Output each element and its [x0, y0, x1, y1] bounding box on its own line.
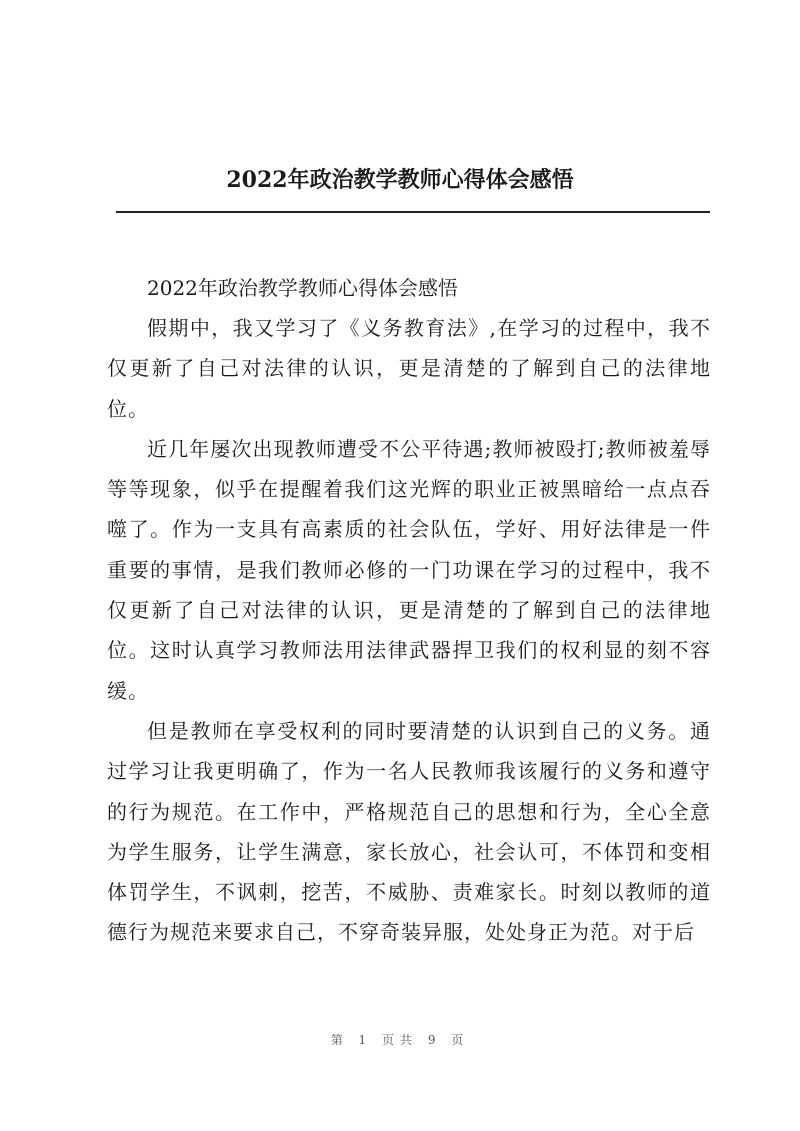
title-divider [116, 211, 710, 213]
document-body [107, 268, 711, 953]
paragraph-3: 但是教师在享受权利的同时要清楚的认识到自己的义务。通过学习让我更明确了，作为一名人民教师我该履行的义务和遵守的行为规范。在工作中，严格规范自己的思想和行为，全心全意为学生服务，让学生满意，家长放心，社会认可，不体罚和变相体罚学生，不讽刺，挖苦，不威胁、责难家长。时刻以教师的道德行为规范来要求自己，不穿奇装异服，处处身正为范。对于后 [107, 718, 711, 945]
page-number-footer: 第 1 页共 9 页 [330, 1033, 470, 1047]
paragraph-2: 近几年屡次出现教师遭受不公平待遇;教师被殴打;教师被羞辱等等现象，似乎在提醒着我们这光辉的职业正被黑暗给一点点吞噬了。作为一支具有高素质的社会队伍，学好、用好法律是一件重要的事情，是我们教师必修的一门功课在学习的过程中，我不仅更新了自己对法律的认识，更是清楚的了解到自己的法律地位。这时认真学习教师法用法律武器捍卫我们的权利显的刻不容缓。 [107, 436, 711, 703]
paragraph-1: 假期中，我又学习了《义务教育法》,在学习的过程中，我不仅更新了自己对法律的认识，更是清楚的了解到自己的法律地位。 [107, 316, 711, 421]
body-subtitle: 2022年政治教学教师心得体会感悟 [147, 276, 458, 300]
document-title: 2022年政治教学教师心得体会感悟 [226, 167, 574, 193]
